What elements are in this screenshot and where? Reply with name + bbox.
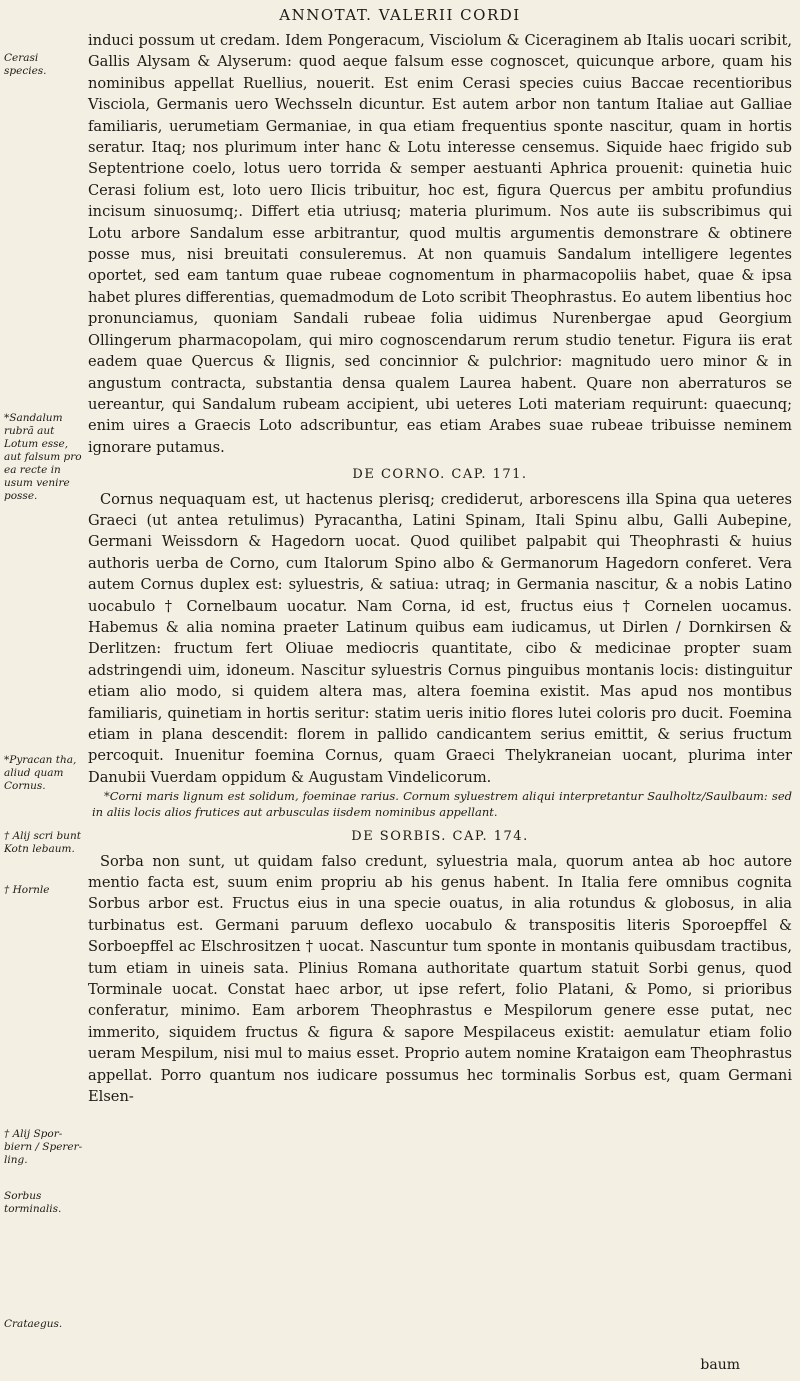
catchword: baum	[700, 1357, 740, 1373]
margin-note-alii-3: † Alij Spor- biern / Sperer- ling.	[4, 1128, 83, 1166]
margin-note-alii-2: † Hornle	[4, 884, 50, 896]
margin-note-pyracantha: *Pyracan tha, aliud quam Cornus.	[4, 754, 77, 792]
margin-note-alii-1: † Alij scri bunt Kotn lebaum.	[4, 830, 81, 855]
chapter-heading-corno: DE CORNO. CAP. 171.	[352, 467, 528, 483]
margin-note-sandalum: *Sandalum rubrã aut Lotum esse, aut falsum pro ea recte in usum venire posse.	[4, 412, 82, 502]
paragraph-sorbus: Sorba non sunt, ut quidam falso credunt, syluestria mala, quorum antea ab hoc autore mentio facta est, suum enim propriu ab his genus habent. In Italia fere omnibus cognita Sorbus arbor est. Fructus eius in una specie ouatus, in alia rotundus & globosus, in alia turbinatus est. Germani paruum deflexo uocabulo & transpositis literis Sporoepffel & Sorboepffel ac Elschrositzen † uocat. Nascuntur tum sponte in montanis quibusdam tractibus, tum etiam in uineis sata. Plinius Romana authoritate quartum statuit Sorbi genus, quod Torminale uocat. Constat haec arbor, ut ipse refert, folio Platani, & Pomo, si prioribus conferatur, minimo. Eam arborem Theophrastus e Mespilorum genere esse putat, nec immerito, siquidem fructus & figura & sapore Mespilaceus existit: aemulatur etiam folio ueram Mespilum, nisi mul to maius esset. Proprio autem nomine Krataigon eam Theophrastus appellat. Porro quantum nos iudicare possumus hec torminalis Sorbus est, quam Germani Elsen-	[88, 852, 792, 1106]
paragraph-lotus: induci possum ut credam. Idem Pongeracum, Visciolum & Ciceraginem ab Italis uocari scribit, Gallis Alysam & Alyserum: quod aeque falsum esse cognoscet, quicunque arbore, quam his nominibus appellat Ruellius, nouerit. Est enim Cerasi species cuius Baccae recentioribus Visciola, Germanis uero Wechsseln dicuntur. Est autem arbor non tantum Italiae aut Galliae familiaris, uerumetiam Germaniae, in qua etiam frequentius sponte nascitur, quam in hortis seratur. Itaq; nos plurimum inter hanc & Lotu interesse censemus. Siquide haec frigido sub Septentrione coelo, lotus uero torrida & semper aestuanti Aphrica prouenit: quinetia huic Cerasi folium est, loto uero Ilicis tribuitur, hoc est, figura Quercus per ambitu profundius incisum sinuosumq;. Differt etia utriusq; materia plurimum. Nos aute iis subscribimus qui Lotu arbore Sandalum esse arbitrantur, quod multis argumentis demonstrare & obtinere posse mus, nisi breuitati consuleremus. At non quamuis Sandalum intelligere legentes oportet, sed eam tantum quae rubeae cognomentum in pharmacopoliis habet, quae & ipsa habet plures differentias, quemadmodum de Loto scribit Theophrastus. Eo autem libentius hoc pronunciamus, quoniam Sandali rubeae folia uidimus Nurenbergae apud Georgium Ollingerum pharmacopolam, qui miro cognoscendarum rerum studio tenetur. Figura iis erat eadem quae Quercus & Ilignis, sed concinnior & pulchrior: magnitudo uero minor & in angustum contracta, substantia densa qualem Laurea habent. Quare non aberraturos se uereantur, qui Sandalum rubeam accipient, ubi ueteres Loti materiam requirunt: quaecunq; enim uires a Graecis Loto adscribuntur, eas etiam Arabes suae rubeae tribuisse neminem ignorare putamus.	[88, 32, 792, 456]
margin-note-cerasi: Cerasi species.	[4, 52, 47, 77]
running-head: ANNOTAT. VALERII CORDI	[279, 6, 521, 24]
main-text	[88, 30, 792, 1108]
chapter-heading-sorbis: DE SORBIS. CAP. 174.	[351, 829, 529, 845]
footnote-cornus: *Corni maris lignum est solidum, foeminae rarius. Cornum syluestrem aliqui interpretantur Saulholtz/Saulbaum: sed in aliis locis alios frutices aut arbusculas iisdem nominibus appellant.	[92, 789, 792, 820]
margin-note-crataegus: Crataegus.	[4, 1318, 63, 1330]
margin-note-sorbus: Sorbus torminalis.	[4, 1190, 62, 1215]
paragraph-cornus: Cornus nequaquam est, ut hactenus plerisq; crediderut, arborescens illa Spina qua ueteres Graeci (ut antea retulimus) Pyracantha, Latini Spinam, Itali Spinu albu, Galli Aubepine, Germani Weissdorn & Hagedorn uocat. Quod quilibet palpabit qui Theophrasti & huius authoris uerba de Corno, cum Italorum Spino albo & Germanorum Hagedorn conferet. Vera autem Cornus duplex est: syluestris, & satiua: utraq; in Germania nascitur, & a nobis Latino uocabulo † Cornelbaum uocatur. Nam Corna, id est, fructus eius † Cornelen uocamus. Habemus & alia nomina praeter Latinum quibus eam iudicamus, ut Dirlen / Dornkirsen & Derlitzen: fructum fert Oliuae mediocris quantitate, cibo & medicinae propter suam adstringendi uim, idoneum. Nascitur syluestris Cornus pinguibus montanis locis: distinguitur etiam alio modo, si quidem altera mas, altera foemina existit. Mas apud nos montibus familiaris, quinetiam in hortis seritur: statim ueris initio flores lutei coloris pro ducit. Foemina etiam in plana descendit: florem in pallido candicantem serius emittit, & serius fructum percoquit. Inuenitur foemina Cornus, quam Graeci Thelykraneian uocant, plurima inter Danubii Vuerdam oppidum & Augustam Vindelicorum.	[88, 490, 792, 786]
